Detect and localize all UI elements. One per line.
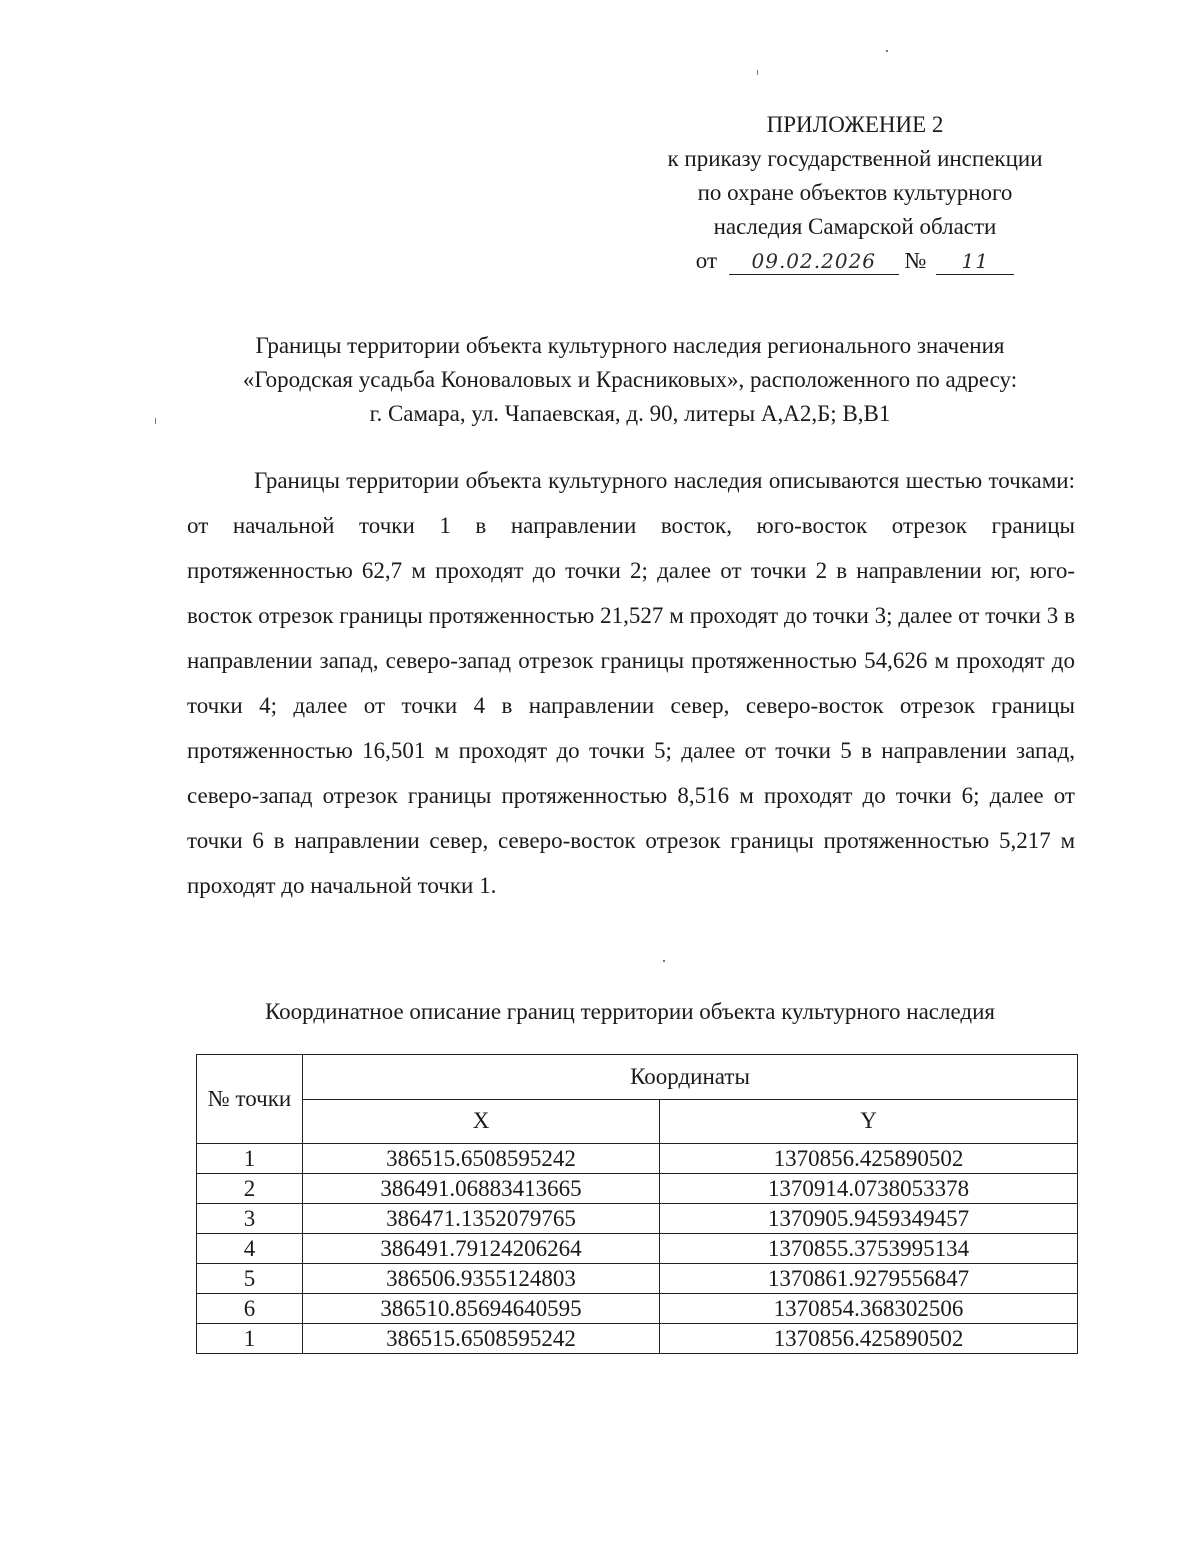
order-reference-line-2: по охране объектов культурного bbox=[697, 180, 1013, 205]
handwritten-date: 09.02.2026 bbox=[729, 248, 899, 275]
table-row bbox=[197, 1204, 1078, 1234]
cell-x: 386471.1352079765 bbox=[303, 1204, 660, 1234]
cell-y: 1370856.425890502 bbox=[660, 1324, 1078, 1354]
header-x: X bbox=[303, 1099, 660, 1144]
appendix-header bbox=[620, 108, 1090, 278]
handwritten-number: 11 bbox=[936, 248, 1014, 275]
scan-speck bbox=[757, 70, 758, 75]
cell-point: 1 bbox=[197, 1324, 303, 1354]
cell-y: 1370856.425890502 bbox=[660, 1144, 1078, 1174]
table-row bbox=[197, 1294, 1078, 1324]
cell-y: 1370905.9459349457 bbox=[660, 1204, 1078, 1234]
appendix-title: ПРИЛОЖЕНИЕ 2 bbox=[766, 112, 944, 137]
header-coordinates: Координаты bbox=[303, 1055, 1078, 1100]
table-caption: Координатное описание границ территории объекта культурного наследия bbox=[264, 999, 995, 1024]
cell-point: 5 bbox=[197, 1264, 303, 1294]
cell-point: 2 bbox=[197, 1174, 303, 1204]
date-prefix: от bbox=[695, 248, 718, 273]
cell-x: 386506.9355124803 bbox=[303, 1264, 660, 1294]
table-row bbox=[197, 1324, 1078, 1354]
cell-y: 1370914.0738053378 bbox=[660, 1174, 1078, 1204]
order-reference-line-3: наследия Самарской области bbox=[713, 214, 997, 239]
order-reference-line-1: к приказу государственной инспекции bbox=[667, 146, 1043, 171]
title-line-1: Границы территории объекта культурного наследия регионального значения bbox=[255, 333, 1005, 358]
title-line-3: г. Самара, ул. Чапаевская, д. 90, литеры А,А2,Б; В,В1 bbox=[369, 401, 891, 426]
number-prefix: № bbox=[904, 248, 927, 273]
cell-x: 386515.6508595242 bbox=[303, 1144, 660, 1174]
cell-x: 386510.85694640595 bbox=[303, 1294, 660, 1324]
cell-point: 1 bbox=[197, 1144, 303, 1174]
coordinates-table bbox=[196, 1054, 1078, 1354]
boundary-description: Границы территории объекта культурного наследия описываются шестью точками: от начальной точки 1 в направлении восток, юго-восток отрезок границы протяженностью 62,7 м проходят до точки 2; далее от точки 2 в направлении юг, юго-восток отрезок границы протяженностью 21,527 м проходят до точки 3; далее от точки 3 в направлении запад, северо-запад отрезок границы протяженностью 54,626 м проходят до точки 4; далее от точки 4 в направлении север, северо-восток отрезок границы протяженностью 16,501 м проходят до точки 5; далее от точки 5 в направлении запад, северо-запад отрезок границы протяженностью 8,516 м проходят до точки 6; далее от точки 6 в направлении север, северо-восток отрезок границы протяженностью 5,217 м проходят до начальной точки 1. bbox=[187, 468, 1075, 898]
scan-speck bbox=[663, 960, 665, 962]
cell-y: 1370854.368302506 bbox=[660, 1294, 1078, 1324]
header-y: Y bbox=[660, 1099, 1078, 1144]
title-line-2: «Городская усадьба Коноваловых и Красниковых», расположенного по адресу: bbox=[242, 367, 1018, 392]
cell-point: 6 bbox=[197, 1294, 303, 1324]
table-row bbox=[197, 1234, 1078, 1264]
cell-point: 4 bbox=[197, 1234, 303, 1264]
cell-y: 1370861.9279556847 bbox=[660, 1264, 1078, 1294]
cell-point: 3 bbox=[197, 1204, 303, 1234]
scan-speck bbox=[886, 50, 888, 52]
cell-y: 1370855.3753995134 bbox=[660, 1234, 1078, 1264]
cell-x: 386491.06883413665 bbox=[303, 1174, 660, 1204]
table-row bbox=[197, 1264, 1078, 1294]
header-point-number: № точки bbox=[197, 1055, 303, 1144]
table-row bbox=[197, 1174, 1078, 1204]
table-row bbox=[197, 1144, 1078, 1174]
cell-x: 386515.6508595242 bbox=[303, 1324, 660, 1354]
cell-x: 386491.79124206264 bbox=[303, 1234, 660, 1264]
order-date-number-line bbox=[620, 244, 1090, 278]
document-title bbox=[120, 329, 1140, 431]
